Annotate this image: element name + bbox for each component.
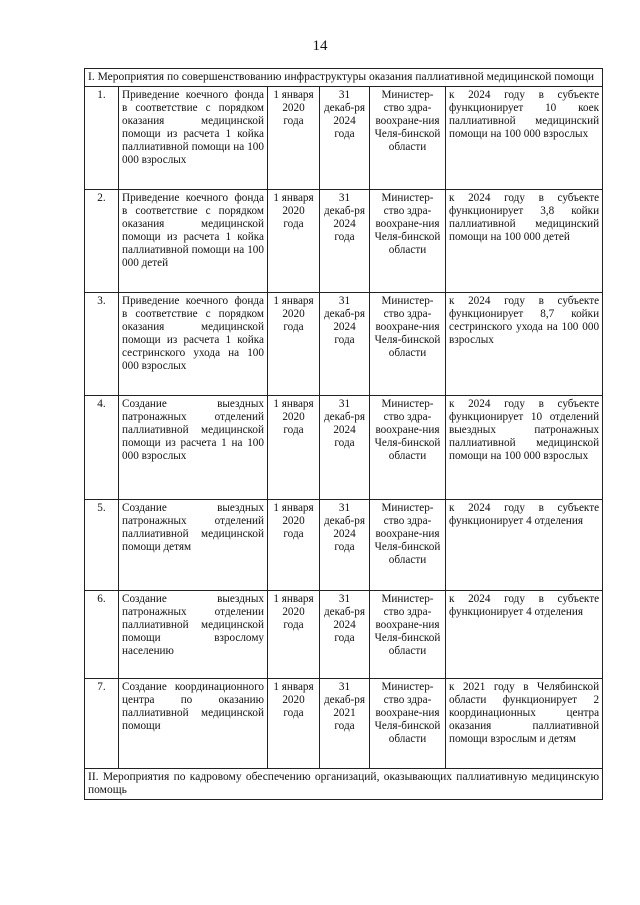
- section-1-title: I. Мероприятия по совершенствованию инфраструктуры оказания паллиативной медицинской помощи: [85, 69, 603, 87]
- end-date-cell: 31 декаб-ря 2024 года: [320, 396, 370, 500]
- start-date-cell: 1 января 2020 года: [268, 396, 320, 500]
- table-row: [85, 500, 603, 591]
- section-header-row: [85, 69, 603, 87]
- start-date-cell: 1 января 2020 года: [268, 293, 320, 396]
- end-date-cell: 31 декаб-ря 2024 года: [320, 293, 370, 396]
- row-number: 5.: [85, 500, 119, 591]
- responsible-cell: Министер-ство здра-воохране-ния Челя-бинской области: [370, 87, 446, 190]
- row-number: 2.: [85, 190, 119, 293]
- table-row: [85, 396, 603, 500]
- end-date-cell: 31 декаб-ря 2024 года: [320, 500, 370, 591]
- action-cell: Создание выездных патронажных отделений паллиативной медицинской помощи из расчета 1 на 100 000 взрослых: [119, 396, 268, 500]
- row-number: 1.: [85, 87, 119, 190]
- start-date-cell: 1 января 2020 года: [268, 87, 320, 190]
- table-row: [85, 293, 603, 396]
- action-cell: Приведение коечного фонда в соответствие с порядком оказания медицинской помощи из расчета 1 койка паллиативной помощи на 100 000 взрослых: [119, 87, 268, 190]
- table-row: [85, 679, 603, 769]
- section-2-title: II. Мероприятия по кадровому обеспечению организаций, оказывающих паллиативную медицинскую помощь: [85, 769, 603, 800]
- start-date-cell: 1 января 2020 года: [268, 500, 320, 591]
- row-number: 6.: [85, 591, 119, 679]
- action-cell: Создание координационного центра по оказанию паллиативной медицинской помощи: [119, 679, 268, 769]
- responsible-cell: Министер-ство здра-воохране-ния Челя-бинской области: [370, 190, 446, 293]
- result-cell: к 2024 году в субъекте функционирует 4 отделения: [446, 591, 603, 679]
- start-date-cell: 1 января 2020 года: [268, 591, 320, 679]
- end-date-cell: 31 декаб-ря 2024 года: [320, 190, 370, 293]
- row-number: 4.: [85, 396, 119, 500]
- result-cell: к 2024 году в субъекте функционирует 8,7 койки сестринского ухода на 100 000 взрослых: [446, 293, 603, 396]
- responsible-cell: Министер-ство здра-воохране-ния Челя-бинской области: [370, 500, 446, 591]
- responsible-cell: Министер-ство здра-воохране-ния Челя-бинской области: [370, 396, 446, 500]
- row-number: 7.: [85, 679, 119, 769]
- page-number: 14: [312, 38, 328, 54]
- result-cell: к 2024 году в субъекте функционирует 10 отделений выездных патронажных паллиативной медицинской помощи на 100 000 взрослых: [446, 396, 603, 500]
- start-date-cell: 1 января 2020 года: [268, 679, 320, 769]
- table-row: [85, 87, 603, 190]
- result-cell: к 2024 году в субъекте функционирует 4 отделения: [446, 500, 603, 591]
- end-date-cell: 31 декаб-ря 2024 года: [320, 87, 370, 190]
- end-date-cell: 31 декаб-ря 2024 года: [320, 591, 370, 679]
- responsible-cell: Министер-ство здра-воохране-ния Челя-бинской области: [370, 591, 446, 679]
- action-cell: Создание выездных патронажных отделений паллиативной медицинской помощи детям: [119, 500, 268, 591]
- end-date-cell: 31 декаб-ря 2021 года: [320, 679, 370, 769]
- table-row: [85, 190, 603, 293]
- action-cell: Создание выездных патронажных отделении паллиативной медицинской помощи взрослому населению: [119, 591, 268, 679]
- result-cell: к 2024 году в субъекте функционирует 10 коек паллиативной медицинский помощи на 100 000 взрослых: [446, 87, 603, 190]
- table-row: [85, 591, 603, 679]
- activities-table: [84, 68, 603, 800]
- result-cell: к 2021 году в Челябинской области функционирует 2 координационных центра оказания паллиативной помощи взрослым и детям: [446, 679, 603, 769]
- result-cell: к 2024 году в субъекте функционирует 3,8 койки паллиативной медицинский помощи на 100 000 детей: [446, 190, 603, 293]
- section-header-row: [85, 769, 603, 800]
- action-cell: Приведение коечного фонда в соответствие с порядком оказания медицинской помощи из расчета 1 койка сестринского ухода на 100 000 взрослых: [119, 293, 268, 396]
- responsible-cell: Министер-ство здра-воохране-ния Челя-бинской области: [370, 679, 446, 769]
- row-number: 3.: [85, 293, 119, 396]
- action-cell: Приведение коечного фонда в соответствие с порядком оказания медицинской помощи из расчета 1 койка паллиативной помощи на 100 000 детей: [119, 190, 268, 293]
- responsible-cell: Министер-ство здра-воохране-ния Челя-бинской области: [370, 293, 446, 396]
- start-date-cell: 1 января 2020 года: [268, 190, 320, 293]
